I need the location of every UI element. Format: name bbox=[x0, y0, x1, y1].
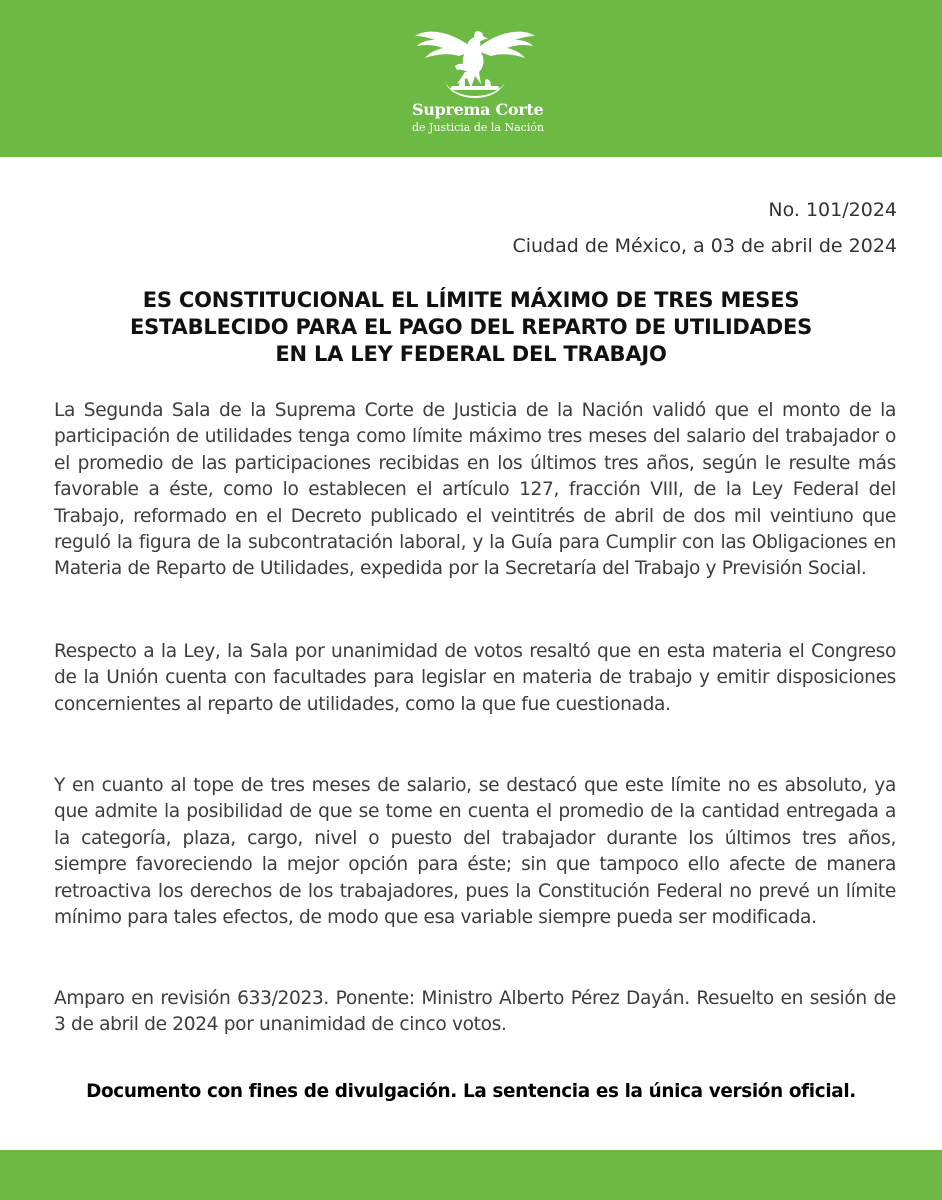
page-title bbox=[60, 287, 882, 368]
press-release-number: No. 101/2024 bbox=[768, 199, 897, 221]
case-reference: Amparo en revisión 633/2023. Ponente: Ministro Alberto Pérez Dayán. Resuelto en sesión de 3 de abril de 2024 por unanimidad de cinco votos. bbox=[54, 988, 896, 1036]
disclaimer: Documento con fines de divulgación. La sentencia es la única versión oficial. bbox=[86, 1081, 856, 1102]
footer-banner bbox=[0, 1150, 942, 1200]
eagle-emblem-icon bbox=[415, 20, 535, 98]
headline-line: ES CONSTITUCIONAL EL LÍMITE MÁXIMO DE TRES MESES bbox=[142, 288, 800, 312]
court-logo bbox=[412, 20, 545, 138]
org-name: Suprema Corte bbox=[412, 100, 544, 119]
body-paragraph: La Segunda Sala de la Suprema Corte de Justicia de la Nación validó que el monto de la participación de utilidades tenga como límite máximo tres meses del salario del trabajador o el promedio de las participaciones recibidas en los últimos tres años, según le resulte más favorable a éste, como lo establecen el artículo 127, fracción VIII, de la Ley Federal del Trabajo, reformado en el Decreto publicado el veintitrés de abril de dos mil veintiuno que reguló la figura de la subcontratación laboral, y la Guía para Cumplir con las Obligaciones en Materia de Reparto de Utilidades, expedida por la Secretaría del Trabajo y Previsión Social. bbox=[54, 400, 896, 580]
body-paragraph: Respecto a la Ley, la Sala por unanimidad de votos resaltó que en esta materia el Congreso de la Unión cuenta con facultades para legislar en materia de trabajo y emitir disposiciones concernientes al reparto de utilidades, como la que fue cuestionada. bbox=[54, 641, 896, 715]
press-release-date: Ciudad de México, a 03 de abril de 2024 bbox=[512, 235, 897, 257]
headline-line: ESTABLECIDO PARA EL PAGO DEL REPARTO DE UTILIDADES bbox=[129, 315, 813, 339]
headline-line: EN LA LEY FEDERAL DEL TRABAJO bbox=[275, 342, 667, 366]
org-subname: de Justicia de la Nación bbox=[412, 121, 545, 134]
header-banner bbox=[0, 0, 942, 157]
body-paragraph: Y en cuanto al tope de tres meses de salario, se destacó que este límite no es absoluto, ya que admite la posibilidad de que se tome en cuenta el promedio de la cantidad entregada a la categoría, plaza, cargo, nivel o puesto del trabajador durante los últimos tres años, siempre favoreciendo la mejor opción para éste; sin que tampoco ello afecte de manera retroactiva los derechos de los trabajadores, pues la Constitución Federal no prevé un límite mínimo para tales efectos, de modo que esa variable siempre pueda ser modificada. bbox=[54, 775, 896, 929]
